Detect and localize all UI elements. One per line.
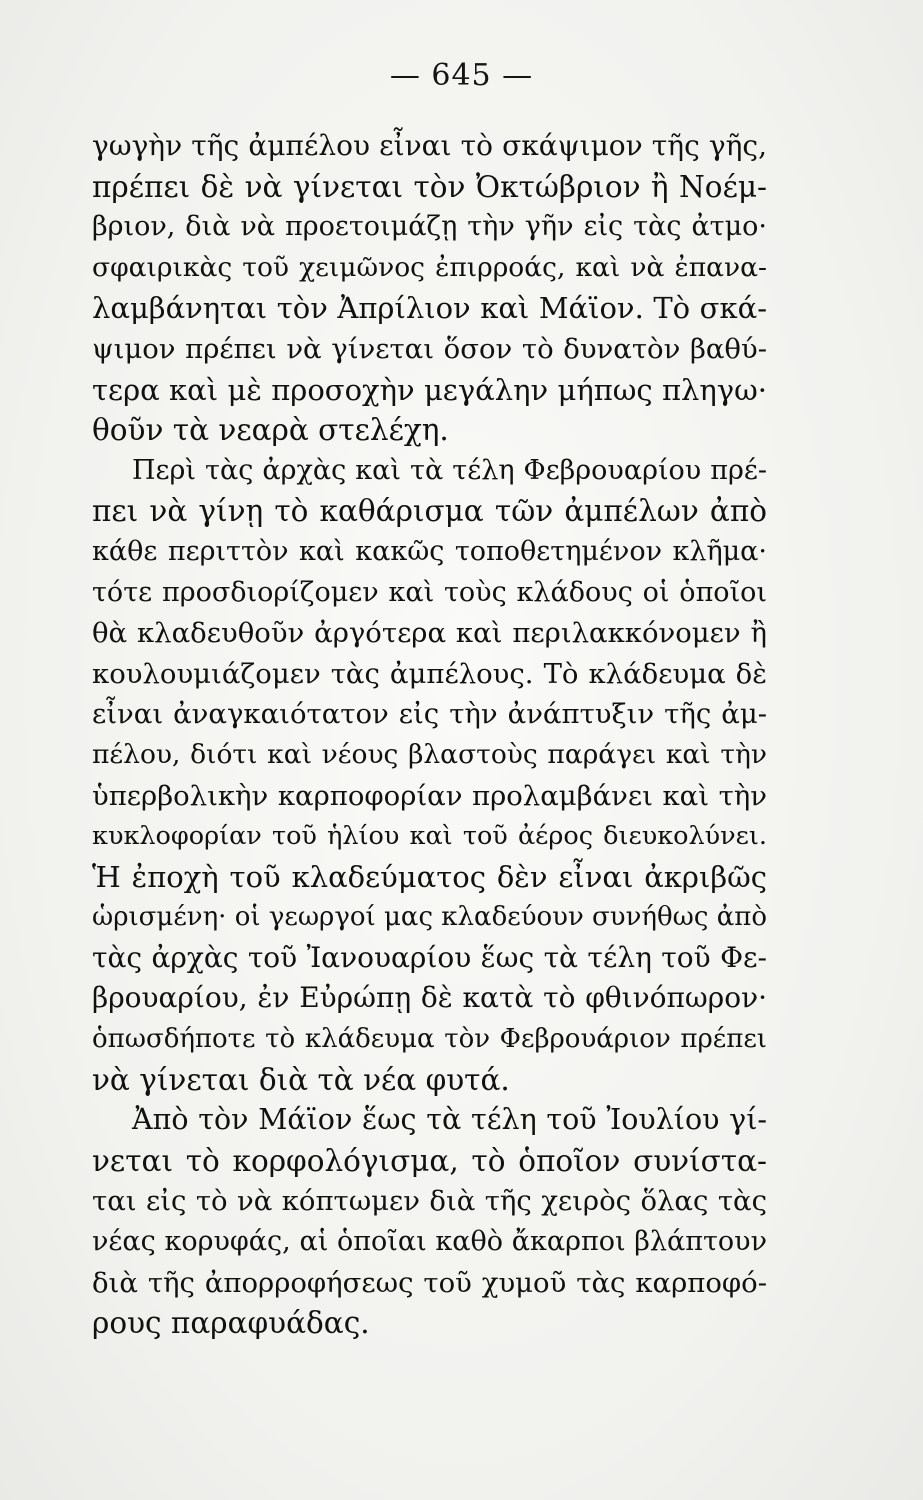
text-line: κυκλοφορίαν τοῦ ἡλίου καὶ τοῦ ἀέρος διευκολύνει.	[92, 821, 767, 852]
text-line: γωγὴν τῆς ἀμπέλου εἶναι τὸ σκάψιμον τῆς γῆς,	[92, 129, 767, 162]
text-line: κουλουμιάζομεν τὰς ἀμπέλους. Τὸ κλάδευμα δὲ	[92, 657, 767, 690]
text-line: νέας κορυφάς, αἱ ὁποῖαι καθὸ ἄκαρποι βλάπτουν	[92, 1226, 767, 1258]
text-line: θοῦν τὰ νεαρὰ στελέχη.	[92, 413, 449, 448]
paragraph-3	[92, 1100, 767, 1344]
text-line: ρους παραφυάδας.	[92, 1306, 370, 1341]
text-line: τερα καὶ μὲ προσοχὴν μεγάλην μήπως πληγω·	[92, 372, 767, 407]
text-line: πει νὰ γίνῃ τὸ καθάρισμα τῶν ἀμπέλων ἀπὸ	[92, 494, 767, 529]
text-line: διὰ τῆς ἀπορροφήσεως τοῦ χυμοῦ τὰς καρποφό-	[92, 1266, 767, 1299]
text-line: ὡρισμένη· οἱ γεωργοί μας κλαδεύουν συνήθως ἀπὸ	[92, 902, 767, 933]
text-line: Ἡ ἐποχὴ τοῦ κλαδεύματος δὲν εἶναι ἀκριβῶς	[92, 859, 767, 894]
text-line: νὰ γίνεται διὰ τὰ νέα φυτά.	[92, 1062, 510, 1097]
text-line: σφαιρικὰς τοῦ χειμῶνος ἐπιρροάς, καὶ νὰ ἐπανα-	[92, 251, 767, 283]
text-line: κάθε περιττὸν καὶ κακῶς τοποθετημένον κλῆμα·	[92, 535, 767, 567]
text-line: βρουαρίου, ἐν Εὐρώπῃ δὲ κατὰ τὸ φθινόπωρον·	[92, 981, 767, 1015]
text-line: Περὶ τὰς ἀρχὰς καὶ τὰ τέλη Φεβρουαρίου πρέ-	[132, 454, 767, 486]
paragraph-2	[92, 451, 767, 1101]
text-line: ὁπωσδήποτε τὸ κλάδευμα τὸν Φεβρουάριον πρέπει	[92, 1024, 767, 1055]
page-number: — 645 —	[389, 58, 534, 93]
text-line: τότε προσδιορίζομεν καὶ τοὺς κλάδους οἱ ὁποῖοι	[92, 576, 767, 608]
text-line: ὑπερβολικὴν καρποφορίαν προλαμβάνει καὶ τὴν	[92, 779, 767, 812]
text-line: ται εἰς τὸ νὰ κόπτωμεν διὰ τῆς χειρὸς ὅλας τὰς	[92, 1185, 767, 1218]
text-line: πρέπει δὲ νὰ γίνεται τὸν Ὀκτώβριον ἢ Νοέμ-	[92, 169, 767, 204]
body-text	[92, 126, 767, 1344]
text-line: τὰς ἀρχὰς τοῦ Ἰανουαρίου ἕως τὰ τέλη τοῦ Φε-	[92, 940, 767, 974]
text-line: Ἀπὸ τὸν Μάϊον ἕως τὰ τέλη τοῦ Ἰουλίου γί-	[132, 1103, 767, 1137]
text-line: λαμβάνηται τὸν Ἀπρίλιον καὶ Μάϊον. Τὸ σκά-	[92, 291, 767, 326]
text-line: βριον, διὰ νὰ προετοιμάζῃ τὴν γῆν εἰς τὰς ἀτμο·	[92, 211, 767, 243]
text-line: νεται τὸ κορφολόγισμα, τὸ ὁποῖον συνίστα-	[92, 1143, 767, 1178]
text-line: ψιμον πρέπει νὰ γίνεται ὅσον τὸ δυνατὸν βαθύ-	[92, 332, 767, 365]
text-line: θὰ κλαδευθοῦν ἀργότερα καὶ περιλακκόνομεν ἢ	[92, 617, 767, 650]
text-line: εἶναι ἀναγκαιότατον εἰς τὴν ἀνάπτυξιν τῆς ἀμ-	[92, 698, 767, 731]
paragraph-1	[92, 126, 767, 451]
text-line: πέλου, διότι καὶ νέους βλαστοὺς παράγει καὶ τὴν	[92, 738, 767, 770]
